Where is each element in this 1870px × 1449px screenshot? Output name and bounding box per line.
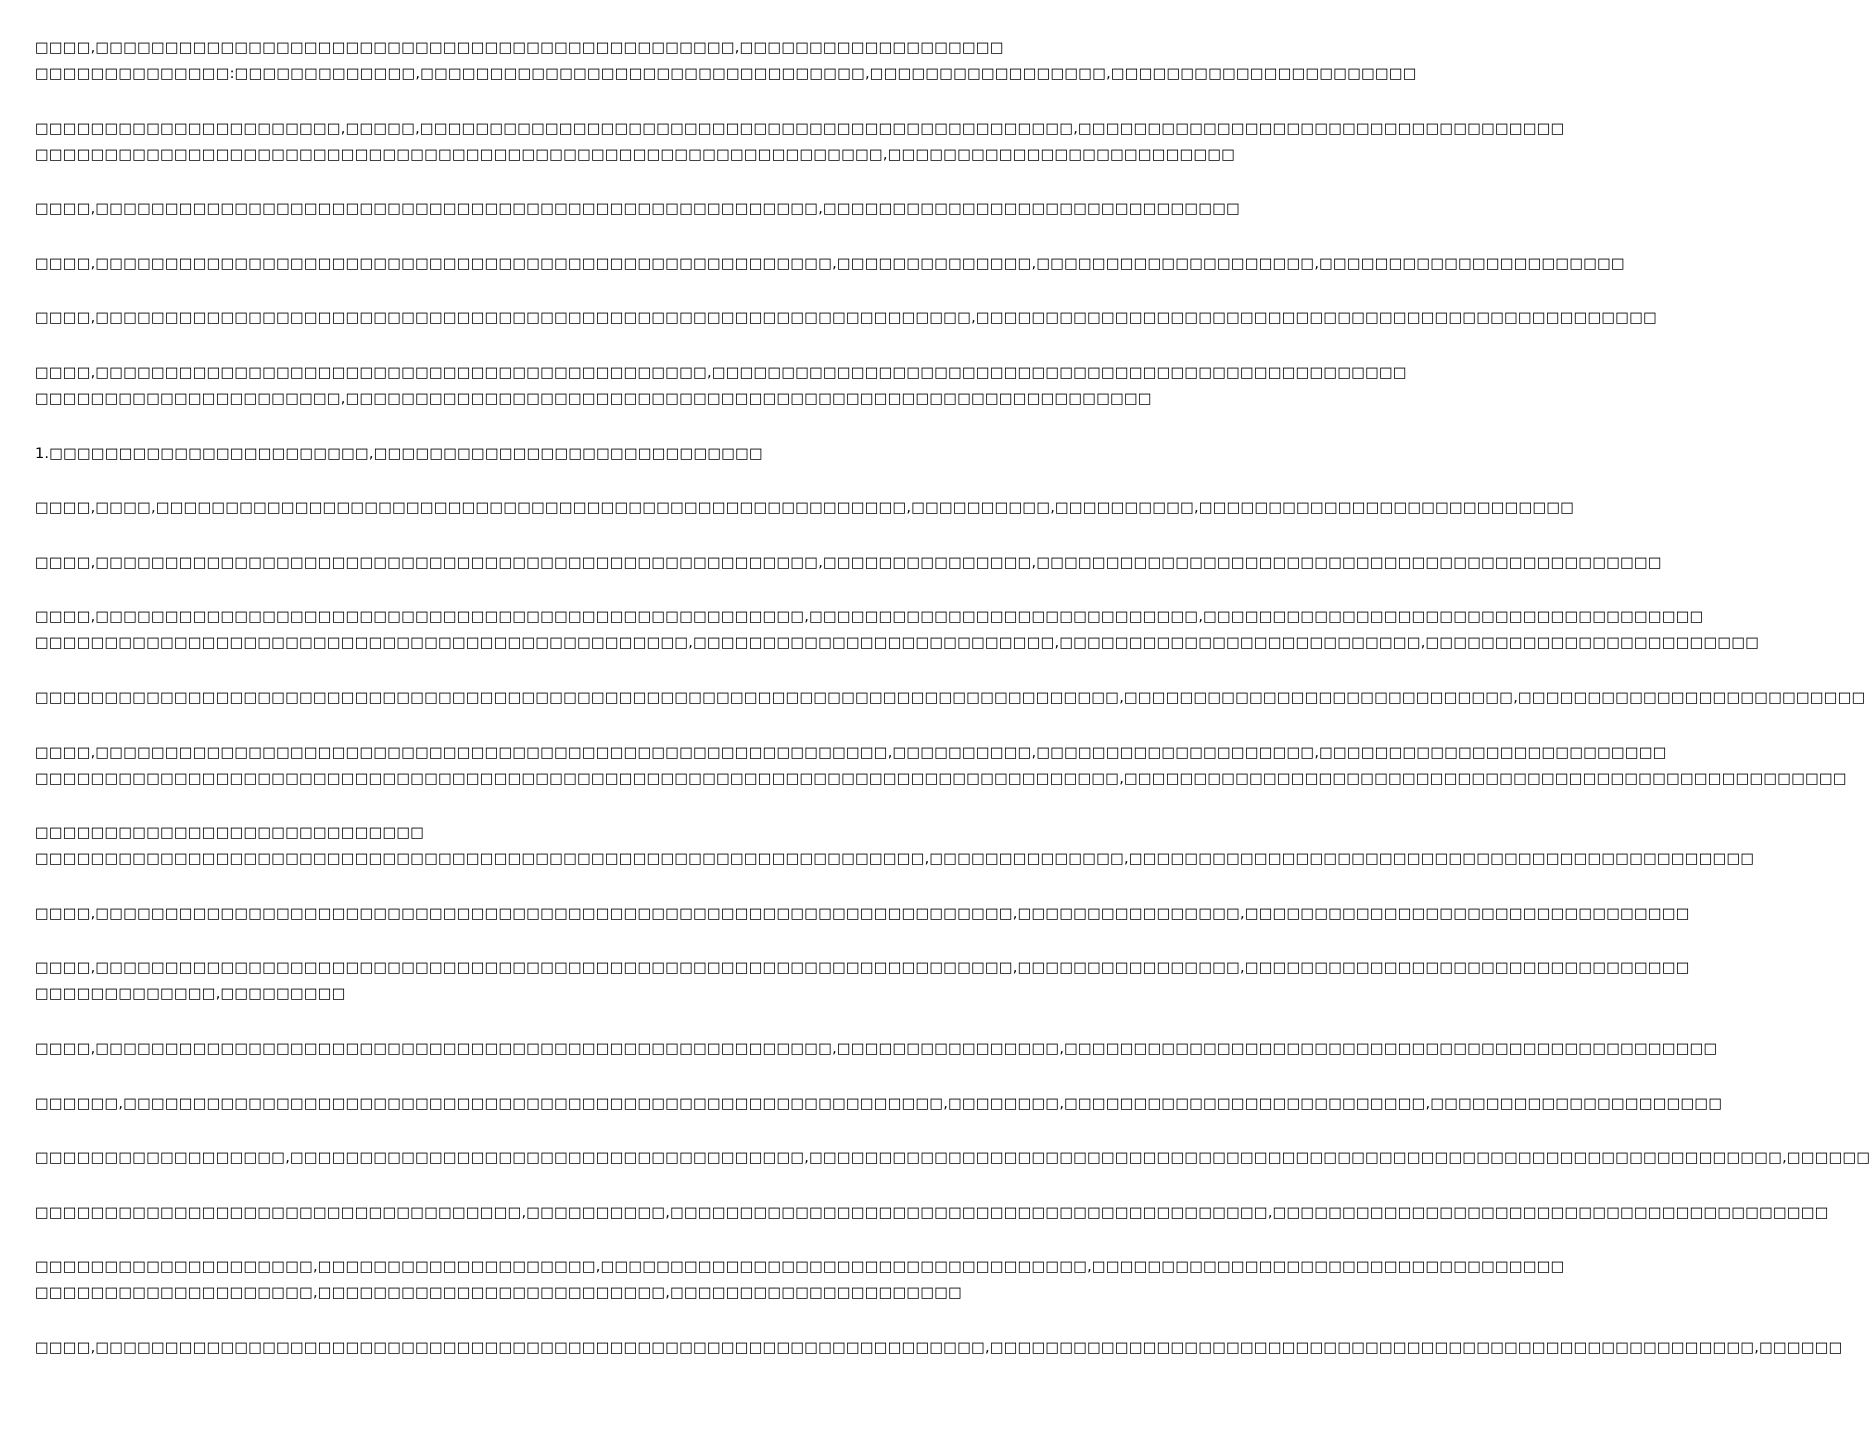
text-line: □□□□□□□□□□□□□□□□□□□□□□□□□□□□□□□□□□□□□□□□□□□□□□□□□□□□□□□□□□□□□□□□□□□□□□□□□□□□□□,□□□□□□□□□□□□□□□□□□□□□□□□□□□□,□□□□□□□□□□□□□□□□□□□□□□□□□ bbox=[35, 690, 1866, 706]
text-line: □□□□□□□□□□□□□□□□□□□□□□□□□□□□□□□□□□□,□□□□□□□□□□,□□□□□□□□□□□□□□□□□□□□□□□□□□□□□□□□□□□□□□□□□□□,□□□□□□□□□□□□□□□□□□□□□□□□□□□□□□□□□□□□□□□□ bbox=[35, 1204, 1829, 1221]
text-line: □□□□,□□□□□□□□□□□□□□□□□□□□□□□□□□□□□□□□□□□□□□□□□□□□□□□□□□□□□,□□□□□□□□□□□□□□,□□□□□□□□□□□□□□□□□□□□,□□□□□□□□□□□□□□□□□□□□□□ bbox=[35, 255, 1625, 272]
text-line: □□□□□□□□□□□□□,□□□□□□□□□ bbox=[35, 986, 346, 1003]
text-line: □□□□□□□□□□□□□□□□□□□□,□□□□□□□□□□□□□□□□□□□□,□□□□□□□□□□□□□□□□□□□□□□□□□□□□□□□□□□□,□□□□□□□□□□□□□□□□□□□□□□□□□□□□□□□□□□ bbox=[35, 1259, 1565, 1276]
text-line: □□□□□□□□□□□□□□□□□□□□,□□□□□□□□□□□□□□□□□□□□□□□□□,□□□□□□□□□□□□□□□□□□□□□ bbox=[35, 1285, 963, 1302]
text-line: □□□□,□□□□□□□□□□□□□□□□□□□□□□□□□□□□□□□□□□□□□□□□□□□□□□□□□□□□,□□□□□□□□□□□□□□□,□□□□□□□□□□□□□□□□□□□□□□□□□□□□□□□□□□□□□□□□□□□□□ bbox=[35, 554, 1662, 571]
text-line: □□□□□□□□□□□□□□□□□□□□□□□□□□□□ bbox=[35, 825, 425, 842]
text-line: □□□□□□□□□□□□□□□□□□□□□□,□□□□□,□□□□□□□□□□□□□□□□□□□□□□□□□□□□□□□□□□□□□□□□□□□□□□□,□□□□□□□□□□□□□□□□□□□□□□□□□□□□□□□□□□□ bbox=[35, 120, 1565, 137]
text-line: □□□□,□□□□□□□□□□□□□□□□□□□□□□□□□□□□□□□□□□□□□□□□□□□□,□□□□□□□□□□□□□□□□□□□□□□□□□□□□□□□□□□□□□□□□□□□□□□□□□□ bbox=[35, 365, 1407, 381]
text-line: □□□□□□□□□□□□□□□□□□□□□□□□□□□□□□□□□□□□□□□□□□□□□□□□□□□□□□□□□□□□□□□□,□□□□□□□□□□□□□□,□□□□□□□□□□□□□□□□□□□□□□□□□□□□□□□□□□□□□□□□□□□□□ bbox=[35, 851, 1755, 868]
text-line: □□□□□□□□□□□□□□□□□□□□□□□□□□□□□□□□□□□□□□□□□□□□□□□□□□□□□□□□□□□□□,□□□□□□□□□□□□□□□□□□□□□□□□□ bbox=[35, 146, 1236, 163]
text-line: □□□□,□□□□□□□□□□□□□□□□□□□□□□□□□□□□□□□□□□□□□□□□□□□□□□□□□□□,□□□□□□□□□□□□□□□□□□□□□□□□□□□□,□□□□□□□□□□□□□□□□□□□□□□□□□□□□□□□□□□□□ bbox=[35, 609, 1704, 626]
text-line: □□□□,□□□□□□□□□□□□□□□□□□□□□□□□□□□□□□□□□□□□□□□□□□□□□□,□□□□□□□□□□□□□□□□□□□ bbox=[35, 40, 1004, 56]
text-line: □□□□□□□□□□□□□□□□□□□□□□,□□□□□□□□□□□□□□□□□□□□□□□□□□□□□□□□□□□□□□□□□□□□□□□□□□□□□□□□□□ bbox=[35, 391, 1152, 407]
text-line: □□□□,□□□□□□□□□□□□□□□□□□□□□□□□□□□□□□□□□□□□□□□□□□□□□□□□□□□□,□□□□□□□□□□□□□□□□□□□□□□□□□□□□□□ bbox=[35, 201, 1241, 218]
text-line: 1.□□□□□□□□□□□□□□□□□□□□□□□,□□□□□□□□□□□□□□□□□□□□□□□□□□□□ bbox=[35, 445, 763, 462]
text-line: □□□□,□□□□□□□□□□□□□□□□□□□□□□□□□□□□□□□□□□□□□□□□□□□□□□□□□□□□□,□□□□□□□□□□□□□□□□,□□□□□□□□□□□□□□□□□□□□□□□□□□□□□□□□□□□□□□□□□□□□□□□ bbox=[35, 1041, 1718, 1057]
text-line: □□□□,□□□□□□□□□□□□□□□□□□□□□□□□□□□□□□□□□□□□□□□□□□□□□□□□□□□□□□□□□,□□□□□□□□□□,□□□□□□□□□□□□□□□□□□□□,□□□□□□□□□□□□□□□□□□□□□□□□□ bbox=[35, 744, 1667, 761]
text-line: □□□□,□□□□□□□□□□□□□□□□□□□□□□□□□□□□□□□□□□□□□□□□□□□□□□□□□□□□□□□□□□□□□□□□□□,□□□□□□□□□□□□□□□□,□□□□□□□□□□□□□□□□□□□□□□□□□□□□□□□□ bbox=[35, 960, 1690, 977]
text-line: □□□□,□□□□□□□□□□□□□□□□□□□□□□□□□□□□□□□□□□□□□□□□□□□□□□□□□□□□□□□□□□□□□□□□□□,□□□□□□□□□□□□□□□□,□□□□□□□□□□□□□□□□□□□□□□□□□□□□□□□□ bbox=[35, 905, 1690, 922]
text-line: □□□□,□□□□,□□□□□□□□□□□□□□□□□□□□□□□□□□□□□□□□□□□□□□□□□□□□□□□□□□□□□□,□□□□□□□□□□,□□□□□□□□□□,□□□□□□□□□□□□□□□□□□□□□□□□□□□ bbox=[35, 500, 1575, 517]
text-line: □□□□□□□□□□□□□□□□□□□□□□□□□□□□□□□□□□□□□□□□□□□□□□□□□□□□□□□□□□□□□□□□□□□□□□□□□□□□□□,□□□□□□□□□□□□□□□□□□□□□□□□□□□□□□□□□□□□□□□□□□□□□□□□□□□□ bbox=[35, 770, 1847, 787]
text-line: □□□□□□□□□□□□□□□□□□,□□□□□□□□□□□□□□□□□□□□□□□□□□□□□□□□□□□□□,□□□□□□□□□□□□□□□□□□□□□□□□□□□□□□□□□□□□□□□□□□□□□□□□□□□□□□□□□□□□□□□□□□□□□□,□□□□□□ bbox=[35, 1150, 1870, 1167]
text-line: □□□□,□□□□□□□□□□□□□□□□□□□□□□□□□□□□□□□□□□□□□□□□□□□□□□□□□□□□□□□□□□□□□□□,□□□□□□□□□□□□□□□□□□□□□□□□□□□□□□□□□□□□□□□□□□□□□□□□□ bbox=[35, 310, 1658, 327]
text-line: □□□□□□□□□□□□□□:□□□□□□□□□□□□□,□□□□□□□□□□□□□□□□□□□□□□□□□□□□□□□□,□□□□□□□□□□□□□□□□□,□□□□□□□□□□□□□□□□□□□□□□ bbox=[35, 66, 1417, 82]
text-line: □□□□□□,□□□□□□□□□□□□□□□□□□□□□□□□□□□□□□□□□□□□□□□□□□□□□□□□□□□□□□□□□□□,□□□□□□□□,□□□□□□□□□□□□□□□□□□□□□□□□□□,□□□□□□□□□□□□□□□□□□□□□ bbox=[35, 1095, 1723, 1112]
text-line: □□□□,□□□□□□□□□□□□□□□□□□□□□□□□□□□□□□□□□□□□□□□□□□□□□□□□□□□□□□□□□□□□□□□□,□□□□□□□□□□□□□□□□□□□□□□□□□□□□□□□□□□□□□□□□□□□□□□□□□□□□□□□,□□□□□□ bbox=[35, 1340, 1843, 1356]
text-line: □□□□□□□□□□□□□□□□□□□□□□□□□□□□□□□□□□□□□□□□□□□□□□□,□□□□□□□□□□□□□□□□□□□□□□□□□□,□□□□□□□□□□□□□□□□□□□□□□□□□□,□□□□□□□□□□□□□□□□□□□□□□□□ bbox=[35, 635, 1760, 652]
